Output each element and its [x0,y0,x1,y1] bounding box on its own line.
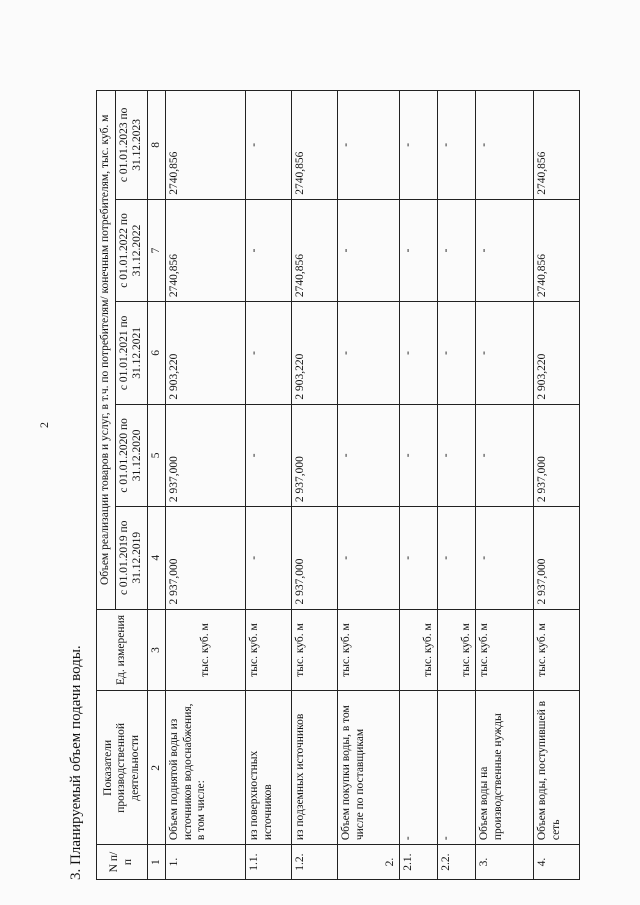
table-row [292,91,338,880]
table-row [534,91,580,880]
section-title: 3. Планируемый объем подачи воды. [68,645,84,880]
row-value: 2 903,220 [534,302,580,404]
row-value: - [338,199,400,301]
row-value: - [476,199,534,301]
row-name: из поверхностных источников [246,691,292,845]
row-value: - [438,507,476,609]
row-unit: тыс. куб. м [400,609,438,691]
row-value: - [338,507,400,609]
row-num: 4. [534,845,580,880]
row-num: 2.2. [438,845,476,880]
row-num: 3. [476,845,534,880]
row-value: - [438,199,476,301]
row-unit: тыс. куб. м [338,609,400,691]
table-row [246,91,292,880]
row-value: 2740,856 [534,199,580,301]
column-number-row [147,91,166,880]
row-name: из подземных источников [292,691,338,845]
row-value: 2740,856 [166,199,246,301]
row-value: 2740,856 [292,91,338,200]
row-value: 2 937,000 [292,507,338,609]
header-unit: Ед. измерения [97,609,148,691]
header-num: N п/п [97,845,148,880]
column-number: 5 [147,404,166,506]
row-name: Объем воды на производственные нужды [476,691,534,845]
table-row [338,91,400,880]
column-number: 7 [147,199,166,301]
row-value: - [400,507,438,609]
row-num: 1.2. [292,845,338,880]
row-value: - [246,302,292,404]
row-name: Объем покупки воды, в том числе по поставщикам [338,691,400,845]
row-value: 2 937,000 [534,404,580,506]
row-unit: тыс. куб. м [246,609,292,691]
row-num: 1. [166,845,246,880]
table-row [166,91,246,880]
row-unit: тыс. куб. м [534,609,580,691]
row-value: 2 937,000 [292,404,338,506]
row-value: - [246,199,292,301]
row-value: - [338,302,400,404]
header-row [97,91,116,880]
column-number: 3 [147,609,166,691]
header-group: Объем реализации товаров и услуг, в т.ч. по потребителям/ конечным потребителям, тыс. куб. м [97,91,116,610]
table-row [438,91,476,880]
column-number: 2 [147,691,166,845]
column-number: 8 [147,91,166,200]
row-unit: тыс. куб. м [166,609,246,691]
row-value: 2740,856 [166,91,246,200]
header-period: с 01.01.2022 по 31.12.2022 [115,199,147,301]
water-supply-table [96,90,580,880]
row-value: 2 937,000 [166,507,246,609]
row-value: - [476,404,534,506]
row-name: - [400,691,438,845]
row-value: 2 903,220 [292,302,338,404]
column-number: 6 [147,302,166,404]
row-unit: тыс. куб. м [292,609,338,691]
row-value: 2740,856 [292,199,338,301]
row-num: 2.1. [400,845,438,880]
row-name: Объем поднятой воды из источников водоснабжения, в том числе: [166,691,246,845]
table-row [476,91,534,880]
row-value: - [246,91,292,200]
row-value: 2 903,220 [166,302,246,404]
row-value: 2740,856 [534,91,580,200]
row-value: - [400,199,438,301]
row-value: - [338,404,400,506]
row-value: - [400,404,438,506]
row-name: - [438,691,476,845]
row-value: - [246,404,292,506]
header-period: с 01.01.2023 по 31.12.2023 [115,91,147,200]
row-value: - [400,91,438,200]
row-unit: тыс. куб. м [476,609,534,691]
header-period: с 01.01.2021 по 31.12.2021 [115,302,147,404]
column-number: 4 [147,507,166,609]
row-value: - [438,302,476,404]
row-value: - [476,302,534,404]
row-num: 2. [338,845,400,880]
table-row [400,91,438,880]
row-value: - [400,302,438,404]
row-value: 2 937,000 [534,507,580,609]
row-value: - [476,507,534,609]
row-unit: тыс. куб. м [438,609,476,691]
row-value: - [438,404,476,506]
row-value: 2 937,000 [166,404,246,506]
row-value: - [338,91,400,200]
header-period: с 01.01.2019 по 31.12.2019 [115,507,147,609]
row-num: 1.1. [246,845,292,880]
row-value: - [476,91,534,200]
rotated-content [68,50,578,880]
row-value: - [438,91,476,200]
header-indicator: Показатели производственной деятельности [97,691,148,845]
row-name: Объем воды, поступившей в сеть [534,691,580,845]
page-number: 2 [37,422,51,428]
column-number: 1 [147,845,166,880]
header-period: с 01.01.2020 по 31.12.2020 [115,404,147,506]
row-value: - [246,507,292,609]
